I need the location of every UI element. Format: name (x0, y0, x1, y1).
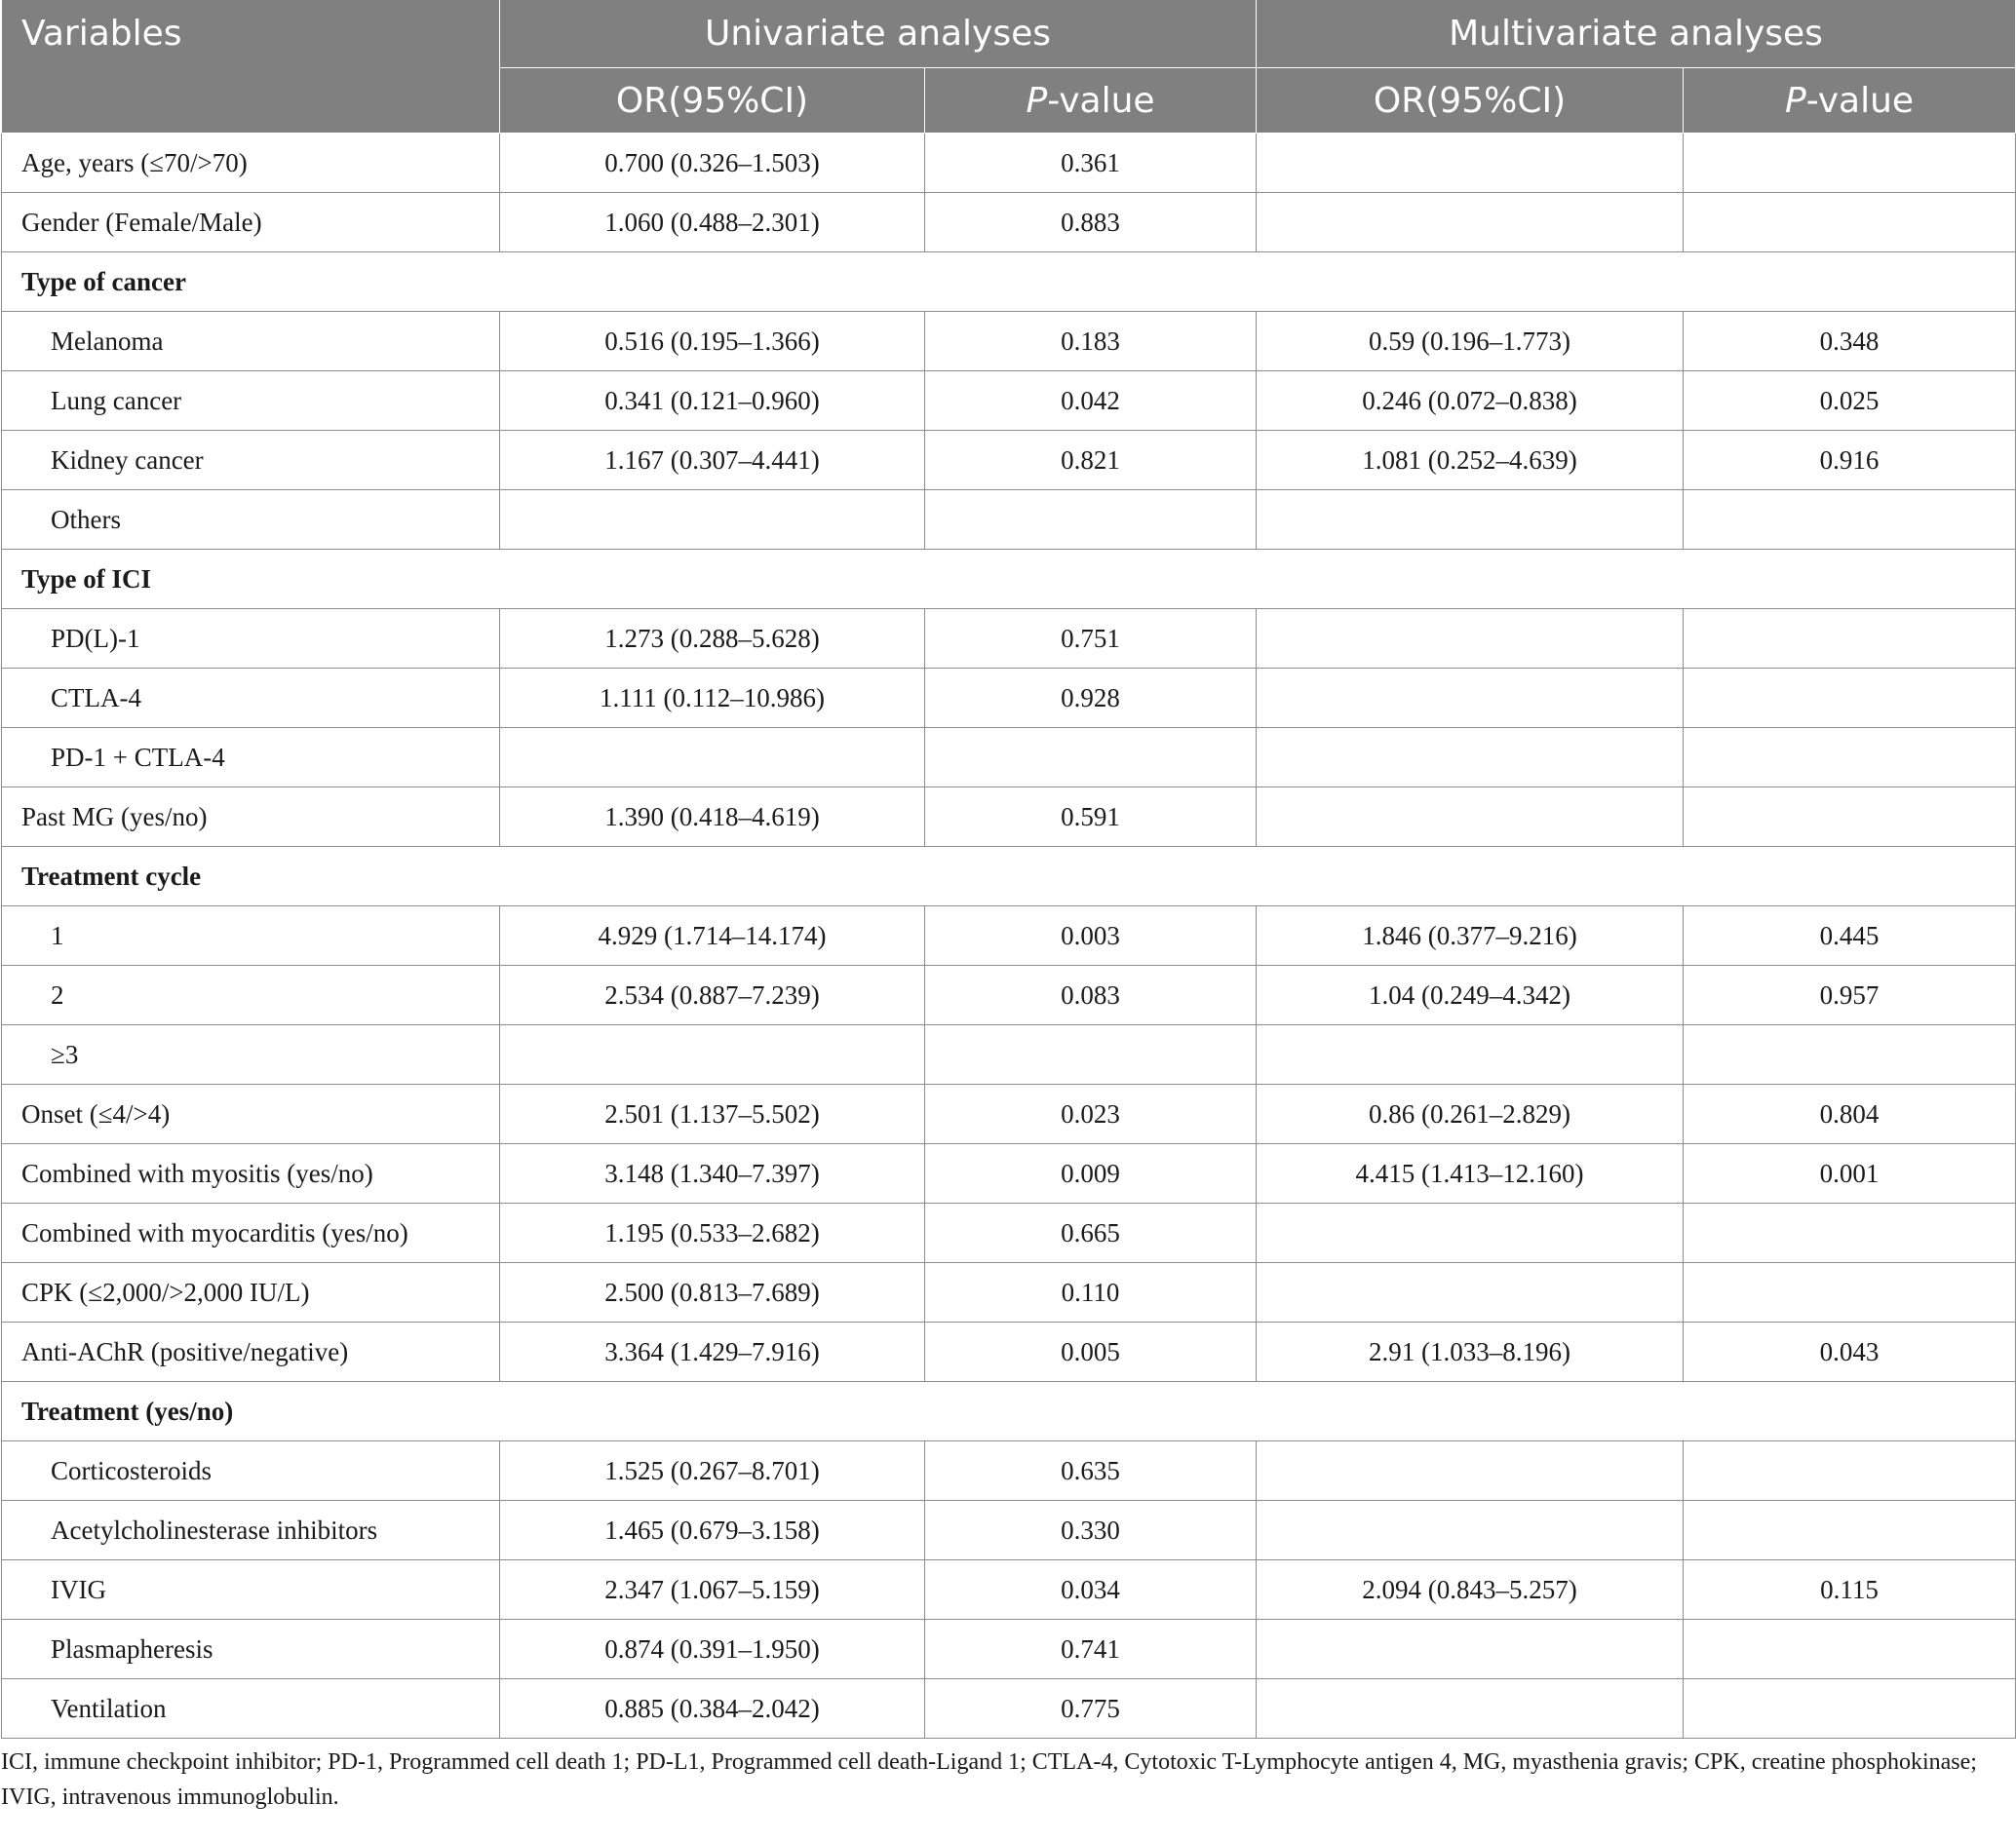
cell-univariate-p: 0.741 (925, 1620, 1257, 1679)
section-row (2, 847, 2016, 906)
cell-multivariate-or: 4.415 (1.413–12.160) (1257, 1144, 1684, 1204)
header-uni-or: OR(95%CI) (500, 68, 925, 134)
cell-univariate-or: 4.929 (1.714–14.174) (500, 906, 925, 966)
cell-multivariate-p: 0.804 (1684, 1085, 2016, 1144)
header-multi-p-italic: P (1784, 80, 1806, 121)
table-row (2, 728, 2016, 787)
header-uni-p-italic: P (1026, 80, 1048, 121)
header-univariate: Univariate analyses (500, 0, 1257, 68)
table-row (2, 1441, 2016, 1501)
cell-variable: Age, years (≤70/>70) (2, 134, 500, 193)
cell-univariate-p: 0.034 (925, 1560, 1257, 1620)
cell-multivariate-or (1257, 1204, 1684, 1263)
cell-multivariate-or: 0.246 (0.072–0.838) (1257, 371, 1684, 431)
cell-univariate-p (925, 728, 1257, 787)
cell-multivariate-or (1257, 669, 1684, 728)
section-label: Treatment cycle (2, 847, 2016, 906)
cell-univariate-or: 0.700 (0.326–1.503) (500, 134, 925, 193)
cell-univariate-p (925, 1025, 1257, 1085)
cell-multivariate-p: 0.445 (1684, 906, 2016, 966)
cell-univariate-p: 0.003 (925, 906, 1257, 966)
cell-variable: PD-1 + CTLA-4 (2, 728, 500, 787)
results-table (1, 0, 2016, 1739)
cell-multivariate-or (1257, 1620, 1684, 1679)
cell-univariate-p: 0.635 (925, 1441, 1257, 1501)
cell-multivariate-p (1684, 193, 2016, 252)
header-multi-p-suffix: -value (1805, 80, 1915, 121)
cell-variable: Lung cancer (2, 371, 500, 431)
cell-multivariate-or: 0.86 (0.261–2.829) (1257, 1085, 1684, 1144)
cell-multivariate-p (1684, 134, 2016, 193)
cell-multivariate-or (1257, 1501, 1684, 1560)
cell-multivariate-p: 0.001 (1684, 1144, 2016, 1204)
cell-univariate-or: 1.390 (0.418–4.619) (500, 787, 925, 847)
cell-multivariate-p (1684, 1620, 2016, 1679)
cell-multivariate-p (1684, 1501, 2016, 1560)
cell-univariate-p: 0.110 (925, 1263, 1257, 1323)
cell-univariate-or: 1.273 (0.288–5.628) (500, 609, 925, 669)
cell-univariate-or: 2.347 (1.067–5.159) (500, 1560, 925, 1620)
cell-multivariate-or (1257, 1441, 1684, 1501)
cell-variable: ≥3 (2, 1025, 500, 1085)
cell-multivariate-or (1257, 609, 1684, 669)
cell-variable: Kidney cancer (2, 431, 500, 490)
table-row (2, 966, 2016, 1025)
table-header (2, 0, 2016, 134)
table-row (2, 193, 2016, 252)
cell-univariate-or: 2.501 (1.137–5.502) (500, 1085, 925, 1144)
cell-univariate-or: 2.534 (0.887–7.239) (500, 966, 925, 1025)
cell-univariate-p: 0.821 (925, 431, 1257, 490)
cell-variable: Anti-AChR (positive/negative) (2, 1323, 500, 1382)
cell-variable: 1 (2, 906, 500, 966)
cell-univariate-or: 3.148 (1.340–7.397) (500, 1144, 925, 1204)
cell-variable: Past MG (yes/no) (2, 787, 500, 847)
cell-univariate-or: 0.874 (0.391–1.950) (500, 1620, 925, 1679)
table-row (2, 431, 2016, 490)
cell-univariate-or (500, 1025, 925, 1085)
header-uni-p (925, 68, 1257, 134)
cell-variable: Melanoma (2, 312, 500, 371)
cell-multivariate-p (1684, 728, 2016, 787)
section-label: Type of cancer (2, 252, 2016, 312)
cell-univariate-p: 0.009 (925, 1144, 1257, 1204)
table-row (2, 1679, 2016, 1739)
cell-multivariate-or (1257, 1679, 1684, 1739)
section-row (2, 550, 2016, 609)
cell-univariate-p: 0.928 (925, 669, 1257, 728)
section-row (2, 252, 2016, 312)
table-row (2, 1560, 2016, 1620)
cell-univariate-or: 3.364 (1.429–7.916) (500, 1323, 925, 1382)
cell-multivariate-or: 2.094 (0.843–5.257) (1257, 1560, 1684, 1620)
cell-univariate-p: 0.591 (925, 787, 1257, 847)
cell-multivariate-or (1257, 787, 1684, 847)
cell-multivariate-p (1684, 1204, 2016, 1263)
cell-variable: PD(L)-1 (2, 609, 500, 669)
cell-multivariate-p (1684, 490, 2016, 550)
table-row (2, 906, 2016, 966)
table-row (2, 1085, 2016, 1144)
table-row (2, 312, 2016, 371)
cell-univariate-p: 0.775 (925, 1679, 1257, 1739)
cell-univariate-or: 1.167 (0.307–4.441) (500, 431, 925, 490)
cell-multivariate-p: 0.115 (1684, 1560, 2016, 1620)
cell-univariate-or: 1.195 (0.533–2.682) (500, 1204, 925, 1263)
table-row (2, 1204, 2016, 1263)
cell-univariate-or (500, 728, 925, 787)
cell-variable: Ventilation (2, 1679, 500, 1739)
cell-multivariate-p: 0.348 (1684, 312, 2016, 371)
cell-multivariate-or (1257, 134, 1684, 193)
cell-univariate-or: 0.341 (0.121–0.960) (500, 371, 925, 431)
cell-multivariate-or (1257, 1025, 1684, 1085)
table-row (2, 787, 2016, 847)
table-row (2, 1501, 2016, 1560)
table-row (2, 1025, 2016, 1085)
cell-multivariate-or (1257, 490, 1684, 550)
cell-multivariate-p (1684, 669, 2016, 728)
cell-multivariate-p: 0.957 (1684, 966, 2016, 1025)
cell-variable: IVIG (2, 1560, 500, 1620)
header-multivariate: Multivariate analyses (1257, 0, 2016, 68)
table-row (2, 1323, 2016, 1382)
cell-multivariate-p (1684, 1263, 2016, 1323)
cell-univariate-p: 0.005 (925, 1323, 1257, 1382)
table-row (2, 1144, 2016, 1204)
table-row (2, 371, 2016, 431)
cell-multivariate-or (1257, 193, 1684, 252)
cell-multivariate-or: 1.846 (0.377–9.216) (1257, 906, 1684, 966)
cell-univariate-p: 0.023 (925, 1085, 1257, 1144)
table-footnote: ICI, immune checkpoint inhibitor; PD-1, Programmed cell death 1; PD-L1, Programmed cell death-Ligand 1; CTLA-4, Cytotoxic T-Lymphocyte antigen 4, MG, myasthenia gravis; CPK, creatine phosphokinase; IVIG, intravenous immunoglobulin. (1, 1749, 1977, 1810)
cell-univariate-p: 0.042 (925, 371, 1257, 431)
cell-variable: CPK (≤2,000/>2,000 IU/L) (2, 1263, 500, 1323)
cell-univariate-or: 0.885 (0.384–2.042) (500, 1679, 925, 1739)
cell-multivariate-or: 1.04 (0.249–4.342) (1257, 966, 1684, 1025)
header-variables: Variables (2, 0, 500, 134)
cell-multivariate-or: 0.59 (0.196–1.773) (1257, 312, 1684, 371)
cell-univariate-or (500, 490, 925, 550)
cell-univariate-or: 1.465 (0.679–3.158) (500, 1501, 925, 1560)
cell-univariate-p: 0.665 (925, 1204, 1257, 1263)
section-row (2, 1382, 2016, 1441)
cell-variable: Corticosteroids (2, 1441, 500, 1501)
cell-variable: Combined with myositis (yes/no) (2, 1144, 500, 1204)
cell-variable: Onset (≤4/>4) (2, 1085, 500, 1144)
cell-variable: CTLA-4 (2, 669, 500, 728)
cell-univariate-or: 1.060 (0.488–2.301) (500, 193, 925, 252)
cell-multivariate-or (1257, 1263, 1684, 1323)
cell-variable: Acetylcholinesterase inhibitors (2, 1501, 500, 1560)
cell-multivariate-p (1684, 1025, 2016, 1085)
table-row (2, 609, 2016, 669)
section-label: Treatment (yes/no) (2, 1382, 2016, 1441)
cell-multivariate-or: 2.91 (1.033–8.196) (1257, 1323, 1684, 1382)
table-row (2, 669, 2016, 728)
cell-univariate-or: 1.525 (0.267–8.701) (500, 1441, 925, 1501)
table-row (2, 134, 2016, 193)
cell-univariate-p: 0.083 (925, 966, 1257, 1025)
cell-univariate-or: 0.516 (0.195–1.366) (500, 312, 925, 371)
cell-multivariate-p (1684, 1441, 2016, 1501)
table-body (2, 134, 2016, 1739)
header-multi-or: OR(95%CI) (1257, 68, 1684, 134)
table-row (2, 1263, 2016, 1323)
cell-univariate-p: 0.330 (925, 1501, 1257, 1560)
cell-variable: 2 (2, 966, 500, 1025)
cell-univariate-or: 2.500 (0.813–7.689) (500, 1263, 925, 1323)
header-uni-p-suffix: -value (1047, 80, 1155, 121)
cell-variable: Gender (Female/Male) (2, 193, 500, 252)
cell-multivariate-p (1684, 787, 2016, 847)
cell-multivariate-p (1684, 1679, 2016, 1739)
section-label: Type of ICI (2, 550, 2016, 609)
cell-univariate-p: 0.751 (925, 609, 1257, 669)
cell-variable: Others (2, 490, 500, 550)
cell-univariate-p: 0.183 (925, 312, 1257, 371)
cell-univariate-p (925, 490, 1257, 550)
cell-variable: Plasmapheresis (2, 1620, 500, 1679)
cell-multivariate-or: 1.081 (0.252–4.639) (1257, 431, 1684, 490)
cell-univariate-or: 1.111 (0.112–10.986) (500, 669, 925, 728)
cell-multivariate-p: 0.043 (1684, 1323, 2016, 1382)
table-row (2, 1620, 2016, 1679)
cell-multivariate-p: 0.916 (1684, 431, 2016, 490)
cell-variable: Combined with myocarditis (yes/no) (2, 1204, 500, 1263)
cell-multivariate-or (1257, 728, 1684, 787)
cell-multivariate-p: 0.025 (1684, 371, 2016, 431)
table-row (2, 490, 2016, 550)
cell-univariate-p: 0.883 (925, 193, 1257, 252)
header-multi-p (1684, 68, 2016, 134)
cell-multivariate-p (1684, 609, 2016, 669)
cell-univariate-p: 0.361 (925, 134, 1257, 193)
